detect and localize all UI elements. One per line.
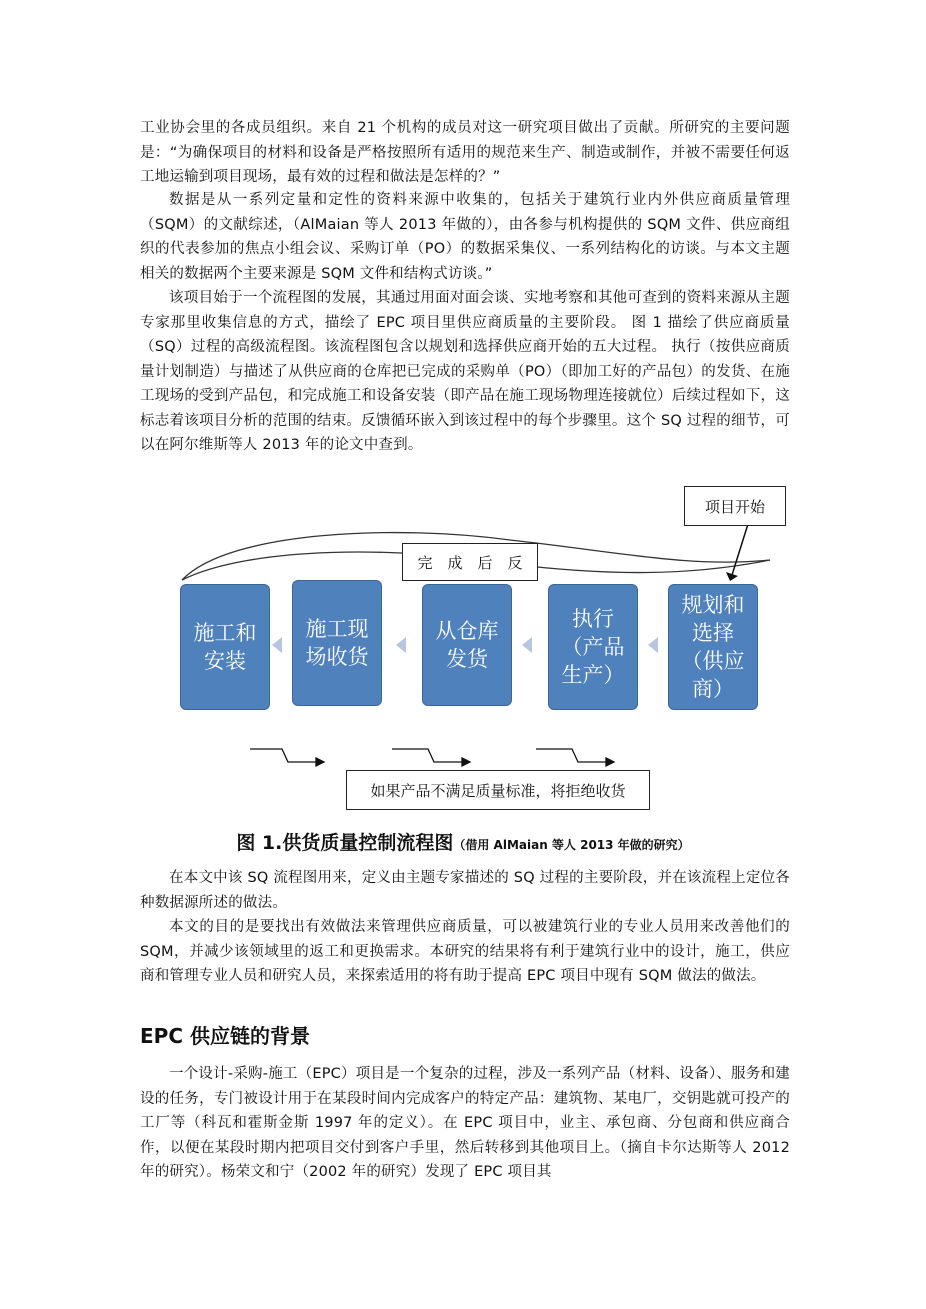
chevron-left-icon [272,637,282,653]
reject-box [346,770,650,810]
step-plan-select-label: 规划和 选择 （供应 商） [681,593,745,701]
reject-label: 如果产品不满足质量标准，将拒绝收货 [370,781,626,800]
reject-arrow-1 [250,749,324,766]
section-heading: EPC 供应链的背景 [140,1024,310,1048]
step-warehouse-ship-label: 从仓库 发货 [435,619,499,671]
feedback-label: 完 成 后 反 [417,553,523,572]
figure-caption [0,828,926,855]
step-site-receive [292,580,382,706]
paragraph-5: 本文的目的是要找出有效做法来管理供应商质量，可以被建筑行业的专业人员用来改善他们的 SQM，并减少该领域里的返工和更换需求。本研究的结果将有利于建筑行业中的设计，施工，供应商和管理专业人员和研究人员，来探索适用的将有助于提高 EPC 项目中现有 SQM 做法的做法。 [140,919,790,984]
flowchart [170,480,790,820]
step-warehouse-ship [422,584,512,706]
step-execute [548,584,638,710]
start-connector-line [732,524,748,575]
chevron-left-icon [648,637,658,653]
paragraph-3: 该项目始于一个流程图的发展，其通过用面对面会谈、实地考察和其他可查到的资料来源从主题专家那里收集信息的方式，描绘了 EPC 项目里供应商质量的主要阶段。 图 1 描绘了供应商质量（SQ）过程的高级流程图。该流程图包含以规划和选择供应商开始的五大过程。 执行（按供应商质量计划制造）与描述了从供应商的仓库把已完成的采购单（PO）（即加工好的产品包）的发货、在施工现场的受到产品包，和完成施工和设备安装（即产品在施工现场物理连接就位）后续过程如下，这标志着该项目分析的范围的结束。反馈循环嵌入到该过程中的每个步骤里。这个 SQ 过程的细节，可以在阿尔维斯等人 2013 年的论文中查到。 [140,290,790,453]
paragraph-4: 在本文中该 SQ 流程图用来，定义由主题专家描述的 SQ 过程的主要阶段，并在该流程上定位各种数据源所述的做法。 [140,870,790,911]
step-execute-label: 执行 （产品 生产） [561,607,625,687]
paragraph-6: 一个设计-采购-施工（EPC）项目是一个复杂的过程，涉及一系列产品（材料、设备）、服务和建设的任务，专门被设计用于在某段时间内完成客户的特定产品：建筑物、某电厂，交钥匙就可投产的工厂等（科瓦和霍斯金斯 1997 年的定义）。在 EPC 项目中，业主、承包商、分包商和供应商合作，以便在某段时期内把项目交付到客户手里，然后转移到其他项目上。（摘自卡尔达斯等人 2012 年的研究）。杨荣文和宁（2002 年的研究）发现了 EPC 项目其 [140,1066,790,1180]
paragraph-1: 工业协会里的各成员组织。来自 21 个机构的成员对这一研究项目做出了贡献。所研究的主要问题是：“为确保项目的材料和设备是严格按照所有适用的规范来生产、制造或制作，并被不需要任何返工地运输到项目现场，最有效的过程和做法是怎样的？” [140,120,790,185]
feedback-box [402,543,538,581]
figure-caption-note: （借用 AlMaian 等人 2013 年做的研究） [453,838,690,852]
reject-arrow-2 [392,749,470,766]
reject-arrow-3 [536,749,614,766]
step-plan-select [668,584,758,710]
step-install [180,584,270,710]
chevron-left-icon [396,637,406,653]
paragraph-2: 数据是从一系列定量和定性的资料来源中收集的，包括关于建筑行业内外供应商质量管理（SQM）的文献综述，（AlMaian 等人 2013 年做的），由各参与机构提供的 SQM 文件、供应商组织的代表参加的焦点小组会议、采购订单（PO）的数据采集仪、一系列结构化的访谈。与本文主题相关的数据两个主要来源是 SQM 文件和结构式访谈。” [140,192,790,282]
project-start-box [684,486,786,526]
project-start-label: 项目开始 [704,497,765,516]
figure-caption-title: 图 1.供货质量控制流程图 [236,832,454,854]
step-install-label: 施工和 安装 [193,621,257,673]
step-site-receive-label: 施工现 场收货 [305,617,369,669]
chevron-left-icon [522,637,532,653]
